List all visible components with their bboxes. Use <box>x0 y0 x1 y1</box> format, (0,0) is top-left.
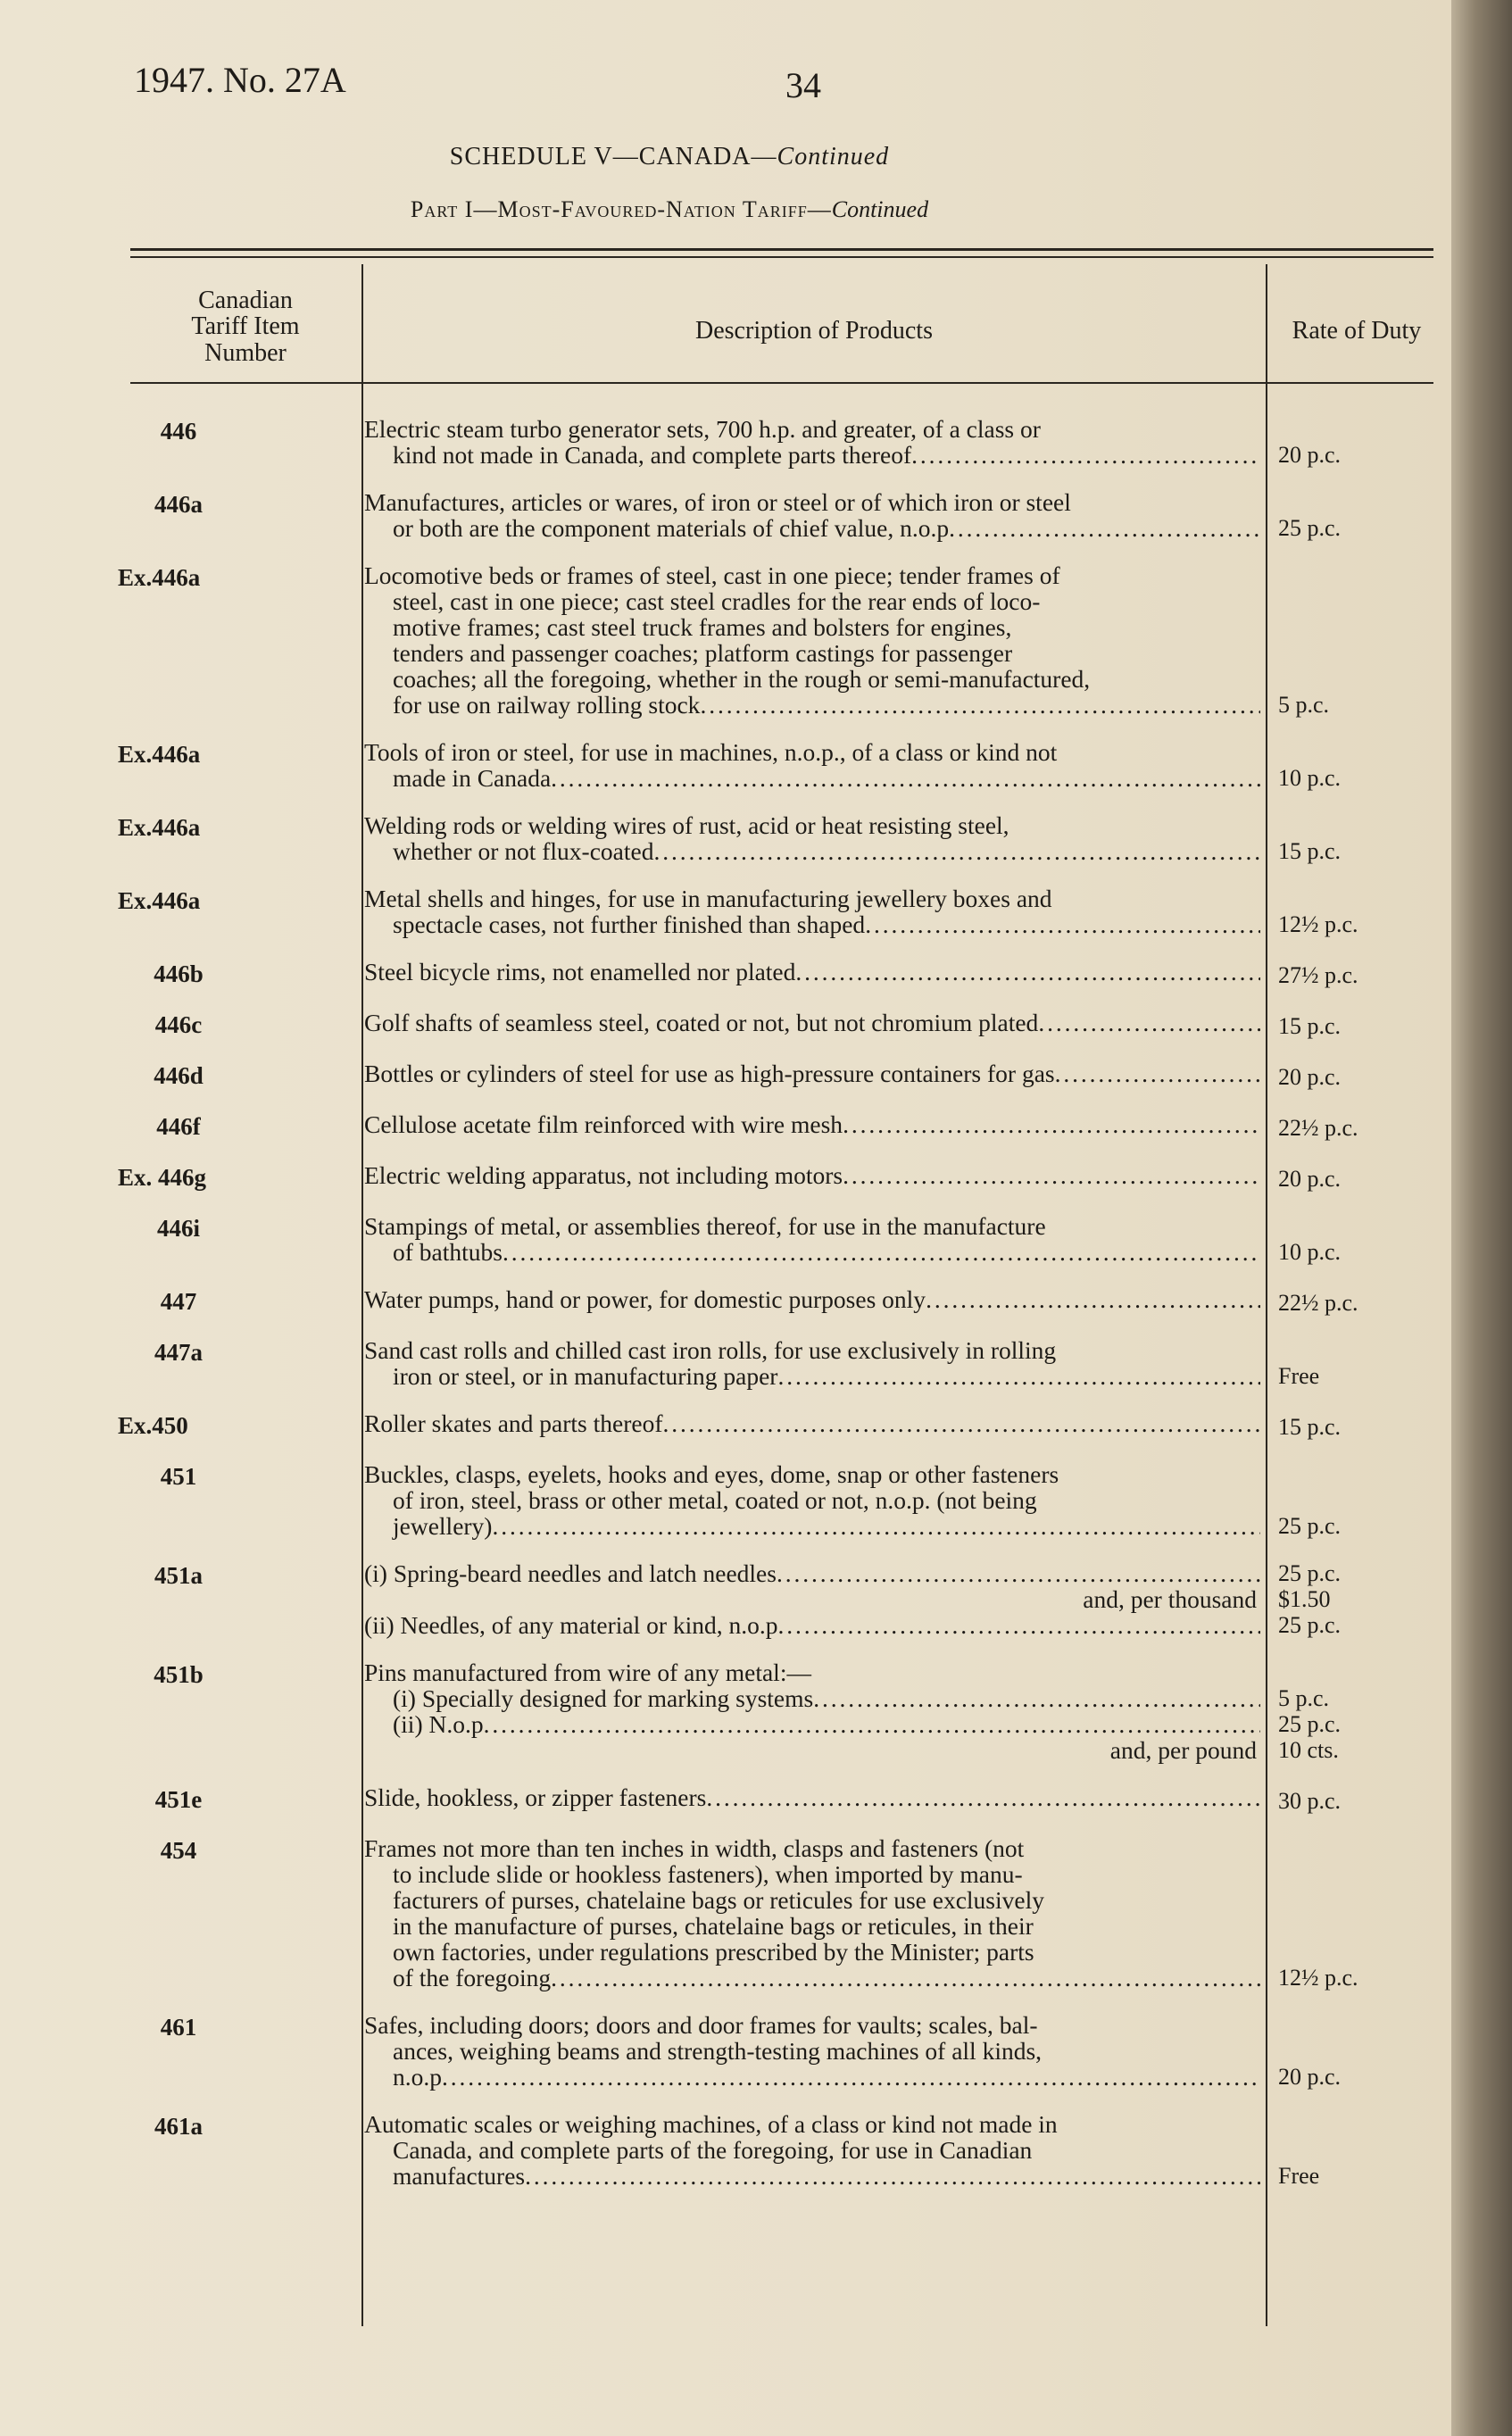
duty-rate <box>1260 1162 1403 1192</box>
description-line: (i) Spring-beard needles and latch needles <box>364 1559 777 1587</box>
description-line: (ii) N.o.p <box>393 1710 484 1738</box>
product-description <box>357 1461 1260 1539</box>
description-line: Metal shells and hinges, for use in manufacturing jewellery boxes and <box>364 885 1052 912</box>
table-row <box>0 1784 1451 1814</box>
duty-rate <box>1260 1111 1403 1141</box>
duty-rate-value: 22½ p.c. <box>1278 1290 1358 1316</box>
duty-rate <box>1260 1784 1403 1814</box>
duty-rate-value: 10 p.c. <box>1278 765 1342 791</box>
duty-rate-value: 20 p.c. <box>1278 442 1342 468</box>
table-row <box>0 416 1451 468</box>
duty-rate <box>1260 1286 1403 1316</box>
table-row <box>0 1162 1451 1192</box>
product-description <box>357 885 1260 937</box>
tariff-item-number: 446a <box>154 491 203 518</box>
leader-dots <box>813 1685 1260 1711</box>
description-line: jewellery) <box>393 1512 493 1540</box>
description-line: Automatic scales or weighing machines, of a class or kind not made in <box>364 2110 1058 2138</box>
description-line: Electric welding apparatus, not including motors <box>364 1161 843 1189</box>
description-line: of bathtubs <box>393 1238 503 1266</box>
table-row <box>0 739 1451 791</box>
leader-dots <box>777 1560 1260 1586</box>
description-line: kind not made in Canada, and complete parts thereof <box>393 441 912 469</box>
part-title: Part I—Most-Favoured-Nation Tariff—Continued <box>410 196 929 222</box>
table-row <box>0 2111 1451 2189</box>
description-line: Slide, hookless, or zipper fasteners <box>364 1783 707 1811</box>
product-description <box>357 562 1260 718</box>
duty-rate-value: 15 p.c. <box>1278 838 1342 864</box>
tariff-table <box>0 416 1451 2210</box>
product-description <box>357 1784 1260 1814</box>
leader-dots <box>442 2064 1260 2090</box>
leader-dots <box>484 1711 1260 1737</box>
header-double-rule-top <box>130 248 1433 251</box>
tariff-item-number: 451b <box>154 1661 204 1688</box>
description-line: facturers of purses, chatelaine bags or reticules for use exclusively <box>393 1886 1044 1914</box>
schedule-title: SCHEDULE V—CANADA—Continued <box>449 143 890 170</box>
duty-rate-value: 15 p.c. <box>1278 1414 1342 1440</box>
tariff-item-number: 451a <box>154 1562 203 1589</box>
product-description <box>357 2111 1260 2189</box>
description-line: or both are the component materials of chief value, n.o.p <box>393 514 950 542</box>
product-description <box>357 1659 1260 1763</box>
table-row <box>0 562 1451 718</box>
description-line: of iron, steel, brass or other metal, coated or not, n.o.p. (not being <box>393 1486 1037 1514</box>
description-line: to include slide or hookless fasteners), when imported by manu- <box>393 1860 1023 1888</box>
duty-rate-value: 12½ p.c. <box>1278 1965 1358 1991</box>
description-line: Electric steam turbo generator sets, 700 h.p. and greater, of a class or <box>364 415 1041 443</box>
description-line: ances, weighing beams and strength-testing machines of all kinds, <box>393 2037 1043 2065</box>
duty-rate <box>1260 1659 1403 1763</box>
leader-dots <box>843 1162 1260 1188</box>
tariff-item-number: 446 <box>160 418 197 445</box>
product-description <box>357 1060 1260 1090</box>
description-line: coaches; all the foregoing, whether in the rough or semi-manufactured, <box>393 665 1091 693</box>
leader-dots <box>926 1286 1260 1312</box>
leader-dots <box>700 692 1260 718</box>
leader-dots <box>492 1513 1260 1539</box>
table-row <box>0 1060 1451 1090</box>
duty-rate <box>1260 959 1403 988</box>
leader-dots <box>795 959 1260 985</box>
product-description <box>357 739 1260 791</box>
leader-dots <box>865 911 1260 937</box>
description-line: Welding rods or welding wires of rust, acid or heat resisting steel, <box>364 811 1009 839</box>
leader-dots <box>1055 1060 1260 1086</box>
description-line: (ii) Needles, of any material or kind, n.o.p <box>364 1611 778 1639</box>
table-row <box>0 1111 1451 1141</box>
leader-dots <box>706 1784 1260 1810</box>
duty-rate-value: 25 p.c. <box>1278 1711 1342 1737</box>
tariff-item-number: 446d <box>154 1062 204 1089</box>
duty-rate <box>1260 1461 1403 1539</box>
product-description <box>357 1010 1260 1039</box>
description-line: Steel bicycle rims, not enamelled nor plated <box>364 958 796 985</box>
description-line: own factories, under regulations prescribed by the Minister; parts <box>393 1938 1034 1966</box>
description-line: Canada, and complete parts of the foregoing, for use in Canadian <box>393 2136 1033 2164</box>
leader-dots <box>949 515 1260 541</box>
duty-rate <box>1260 739 1403 791</box>
description-line: Tools of iron or steel, for use in machines, n.o.p., of a class or kind not <box>364 738 1058 766</box>
document-reference: 1947. No. 27A <box>134 60 346 100</box>
leader-dots <box>653 838 1260 864</box>
description-line: made in Canada <box>393 764 552 792</box>
product-description <box>357 1286 1260 1316</box>
column-header-rule <box>130 382 1433 384</box>
table-row <box>0 1410 1451 1440</box>
tariff-item-number: Ex.446a <box>118 564 201 591</box>
duty-rate <box>1260 1010 1403 1039</box>
table-row <box>0 1659 1451 1763</box>
tariff-item-number: Ex. 446g <box>118 1164 207 1191</box>
description-line: Golf shafts of seamless steel, coated or not, but not chromium plated <box>364 1009 1039 1036</box>
product-description <box>357 2012 1260 2090</box>
description-line: steel, cast in one piece; cast steel cradles for the rear ends of loco- <box>393 587 1041 615</box>
tariff-item-number: 461 <box>160 2014 197 2041</box>
description-line: Manufactures, articles or wares, of iron or steel or of which iron or steel <box>364 488 1071 516</box>
duty-rate-value: 25 p.c. <box>1278 1560 1342 1586</box>
table-row <box>0 1461 1451 1539</box>
leader-dots <box>662 1410 1260 1436</box>
page-number: 34 <box>785 65 821 105</box>
tariff-item-number: 451 <box>160 1463 197 1490</box>
tariff-item-number: Ex.446a <box>118 814 201 841</box>
product-description <box>357 1835 1260 1991</box>
description-line: Frames not more than ten inches in width, clasps and fasteners (not <box>364 1834 1025 1862</box>
duty-rate <box>1260 1560 1403 1638</box>
product-description <box>357 1337 1260 1389</box>
duty-rate-value: 10 cts. <box>1278 1737 1339 1763</box>
description-line: Water pumps, hand or power, for domestic purposes only <box>364 1285 926 1313</box>
description-line: and, per pound <box>1109 1736 1257 1764</box>
table-row <box>0 1213 1451 1265</box>
duty-rate-value: 5 p.c. <box>1278 692 1330 718</box>
duty-rate <box>1260 1410 1403 1440</box>
description-line: of the foregoing <box>393 1964 552 1991</box>
header-double-rule-bottom <box>130 256 1433 258</box>
description-line: Roller skates and parts thereof <box>364 1409 663 1437</box>
duty-rate-value: 25 p.c. <box>1278 1513 1342 1539</box>
tariff-item-number: 446i <box>156 1215 200 1242</box>
tariff-item-number: 447 <box>160 1288 197 1315</box>
duty-rate-value: 25 p.c. <box>1278 1612 1342 1638</box>
product-description <box>357 1410 1260 1440</box>
description-line: Sand cast rolls and chilled cast iron rolls, for use exclusively in rolling <box>364 1336 1057 1364</box>
table-row <box>0 1286 1451 1316</box>
description-line: n.o.p <box>393 2063 442 2091</box>
table-row <box>0 1835 1451 1991</box>
duty-rate-value: 15 p.c. <box>1278 1013 1342 1039</box>
duty-rate-value: 20 p.c. <box>1278 1166 1342 1192</box>
description-line: Pins manufactured from wire of any metal:— <box>364 1659 811 1686</box>
description-line: spectacle cases, not further finished than shaped <box>393 910 866 938</box>
table-row <box>0 2012 1451 2090</box>
leader-dots <box>911 442 1260 468</box>
leader-dots <box>525 2163 1260 2189</box>
tariff-item-number: 461a <box>154 2113 203 2140</box>
duty-rate <box>1260 1213 1403 1265</box>
tariff-item-number: 454 <box>160 1837 197 1864</box>
table-row <box>0 885 1451 937</box>
duty-rate <box>1260 885 1403 937</box>
table-row <box>0 959 1451 988</box>
product-description <box>357 812 1260 864</box>
product-description <box>357 1111 1260 1141</box>
description-line: iron or steel, or in manufacturing paper <box>393 1362 778 1390</box>
leader-dots <box>777 1363 1260 1389</box>
product-description <box>357 489 1260 541</box>
leader-dots <box>778 1612 1260 1638</box>
description-line: Stampings of metal, or assemblies thereof, for use in the manufacture <box>364 1212 1046 1240</box>
table-row <box>0 489 1451 541</box>
product-description <box>357 1162 1260 1192</box>
leader-dots <box>843 1111 1260 1137</box>
duty-rate <box>1260 1337 1403 1389</box>
table-row <box>0 1010 1451 1039</box>
duty-rate <box>1260 1835 1403 1991</box>
duty-rate-value: Free <box>1278 2163 1320 2189</box>
table-row <box>0 1560 1451 1638</box>
column-header-item-number: Canadian Tariff Item Number <box>191 287 300 367</box>
duty-rate-value: 12½ p.c. <box>1278 911 1358 937</box>
description-line: for use on railway rolling stock <box>393 691 701 719</box>
duty-rate-value: 10 p.c. <box>1278 1239 1342 1265</box>
description-line: Locomotive beds or frames of steel, cast in one piece; tender frames of <box>364 561 1060 589</box>
leader-dots <box>551 765 1260 791</box>
duty-rate-value: $1.50 <box>1278 1586 1331 1612</box>
duty-rate <box>1260 2012 1403 2090</box>
tariff-item-number: Ex.446a <box>118 887 201 914</box>
column-header-description: Description of Products <box>695 317 933 345</box>
product-description <box>357 416 1260 468</box>
tariff-item-number: 446c <box>154 1011 203 1038</box>
duty-rate <box>1260 812 1403 864</box>
description-line: whether or not flux-coated <box>393 837 654 865</box>
description-line: Safes, including doors; doors and door frames for vaults; scales, bal- <box>364 2011 1038 2039</box>
leader-dots <box>551 1965 1260 1991</box>
duty-rate <box>1260 1060 1403 1090</box>
description-line: Bottles or cylinders of steel for use as high-pressure containers for gas <box>364 1060 1055 1087</box>
duty-rate <box>1260 562 1403 718</box>
duty-rate-value: 30 p.c. <box>1278 1788 1342 1814</box>
duty-rate-value: 5 p.c. <box>1278 1685 1330 1711</box>
duty-rate-value: 20 p.c. <box>1278 1064 1342 1090</box>
description-line: Buckles, clasps, eyelets, hooks and eyes, dome, snap or other fasteners <box>364 1460 1059 1488</box>
description-line: in the manufacture of purses, chatelaine bags or reticules, in their <box>393 1912 1034 1940</box>
description-line: and, per thousand <box>1083 1585 1257 1613</box>
table-row <box>0 1337 1451 1389</box>
duty-rate-value: Free <box>1278 1363 1320 1389</box>
product-description <box>357 1213 1260 1265</box>
duty-rate-value: 22½ p.c. <box>1278 1115 1358 1141</box>
duty-rate-value: 27½ p.c. <box>1278 962 1358 988</box>
duty-rate <box>1260 416 1403 468</box>
leader-dots <box>503 1239 1260 1265</box>
tariff-item-number: 451e <box>154 1786 203 1813</box>
tariff-item-number: 446b <box>154 960 204 987</box>
tariff-item-number: Ex.446a <box>118 741 201 768</box>
description-line: Cellulose acetate film reinforced with wire mesh <box>364 1110 843 1138</box>
description-line: tenders and passenger coaches; platform castings for passenger <box>393 639 1013 667</box>
duty-rate <box>1260 489 1403 541</box>
duty-rate <box>1260 2111 1403 2189</box>
table-row <box>0 812 1451 864</box>
tariff-item-number: Ex.450 <box>118 1412 188 1439</box>
product-description <box>357 1560 1260 1638</box>
duty-rate-value: 20 p.c. <box>1278 2064 1342 2090</box>
column-header-rate: Rate of Duty <box>1292 317 1422 345</box>
description-line: (i) Specially designed for marking systems <box>393 1684 814 1712</box>
tariff-item-number: 446f <box>156 1113 201 1140</box>
tariff-item-number: 447a <box>154 1339 203 1366</box>
product-description <box>357 959 1260 988</box>
description-line: motive frames; cast steel truck frames and bolsters for engines, <box>393 613 1012 641</box>
duty-rate-value: 25 p.c. <box>1278 515 1342 541</box>
leader-dots <box>1038 1010 1260 1035</box>
page-binding-edge <box>1451 0 1512 2436</box>
description-line: manufactures <box>393 2162 526 2190</box>
